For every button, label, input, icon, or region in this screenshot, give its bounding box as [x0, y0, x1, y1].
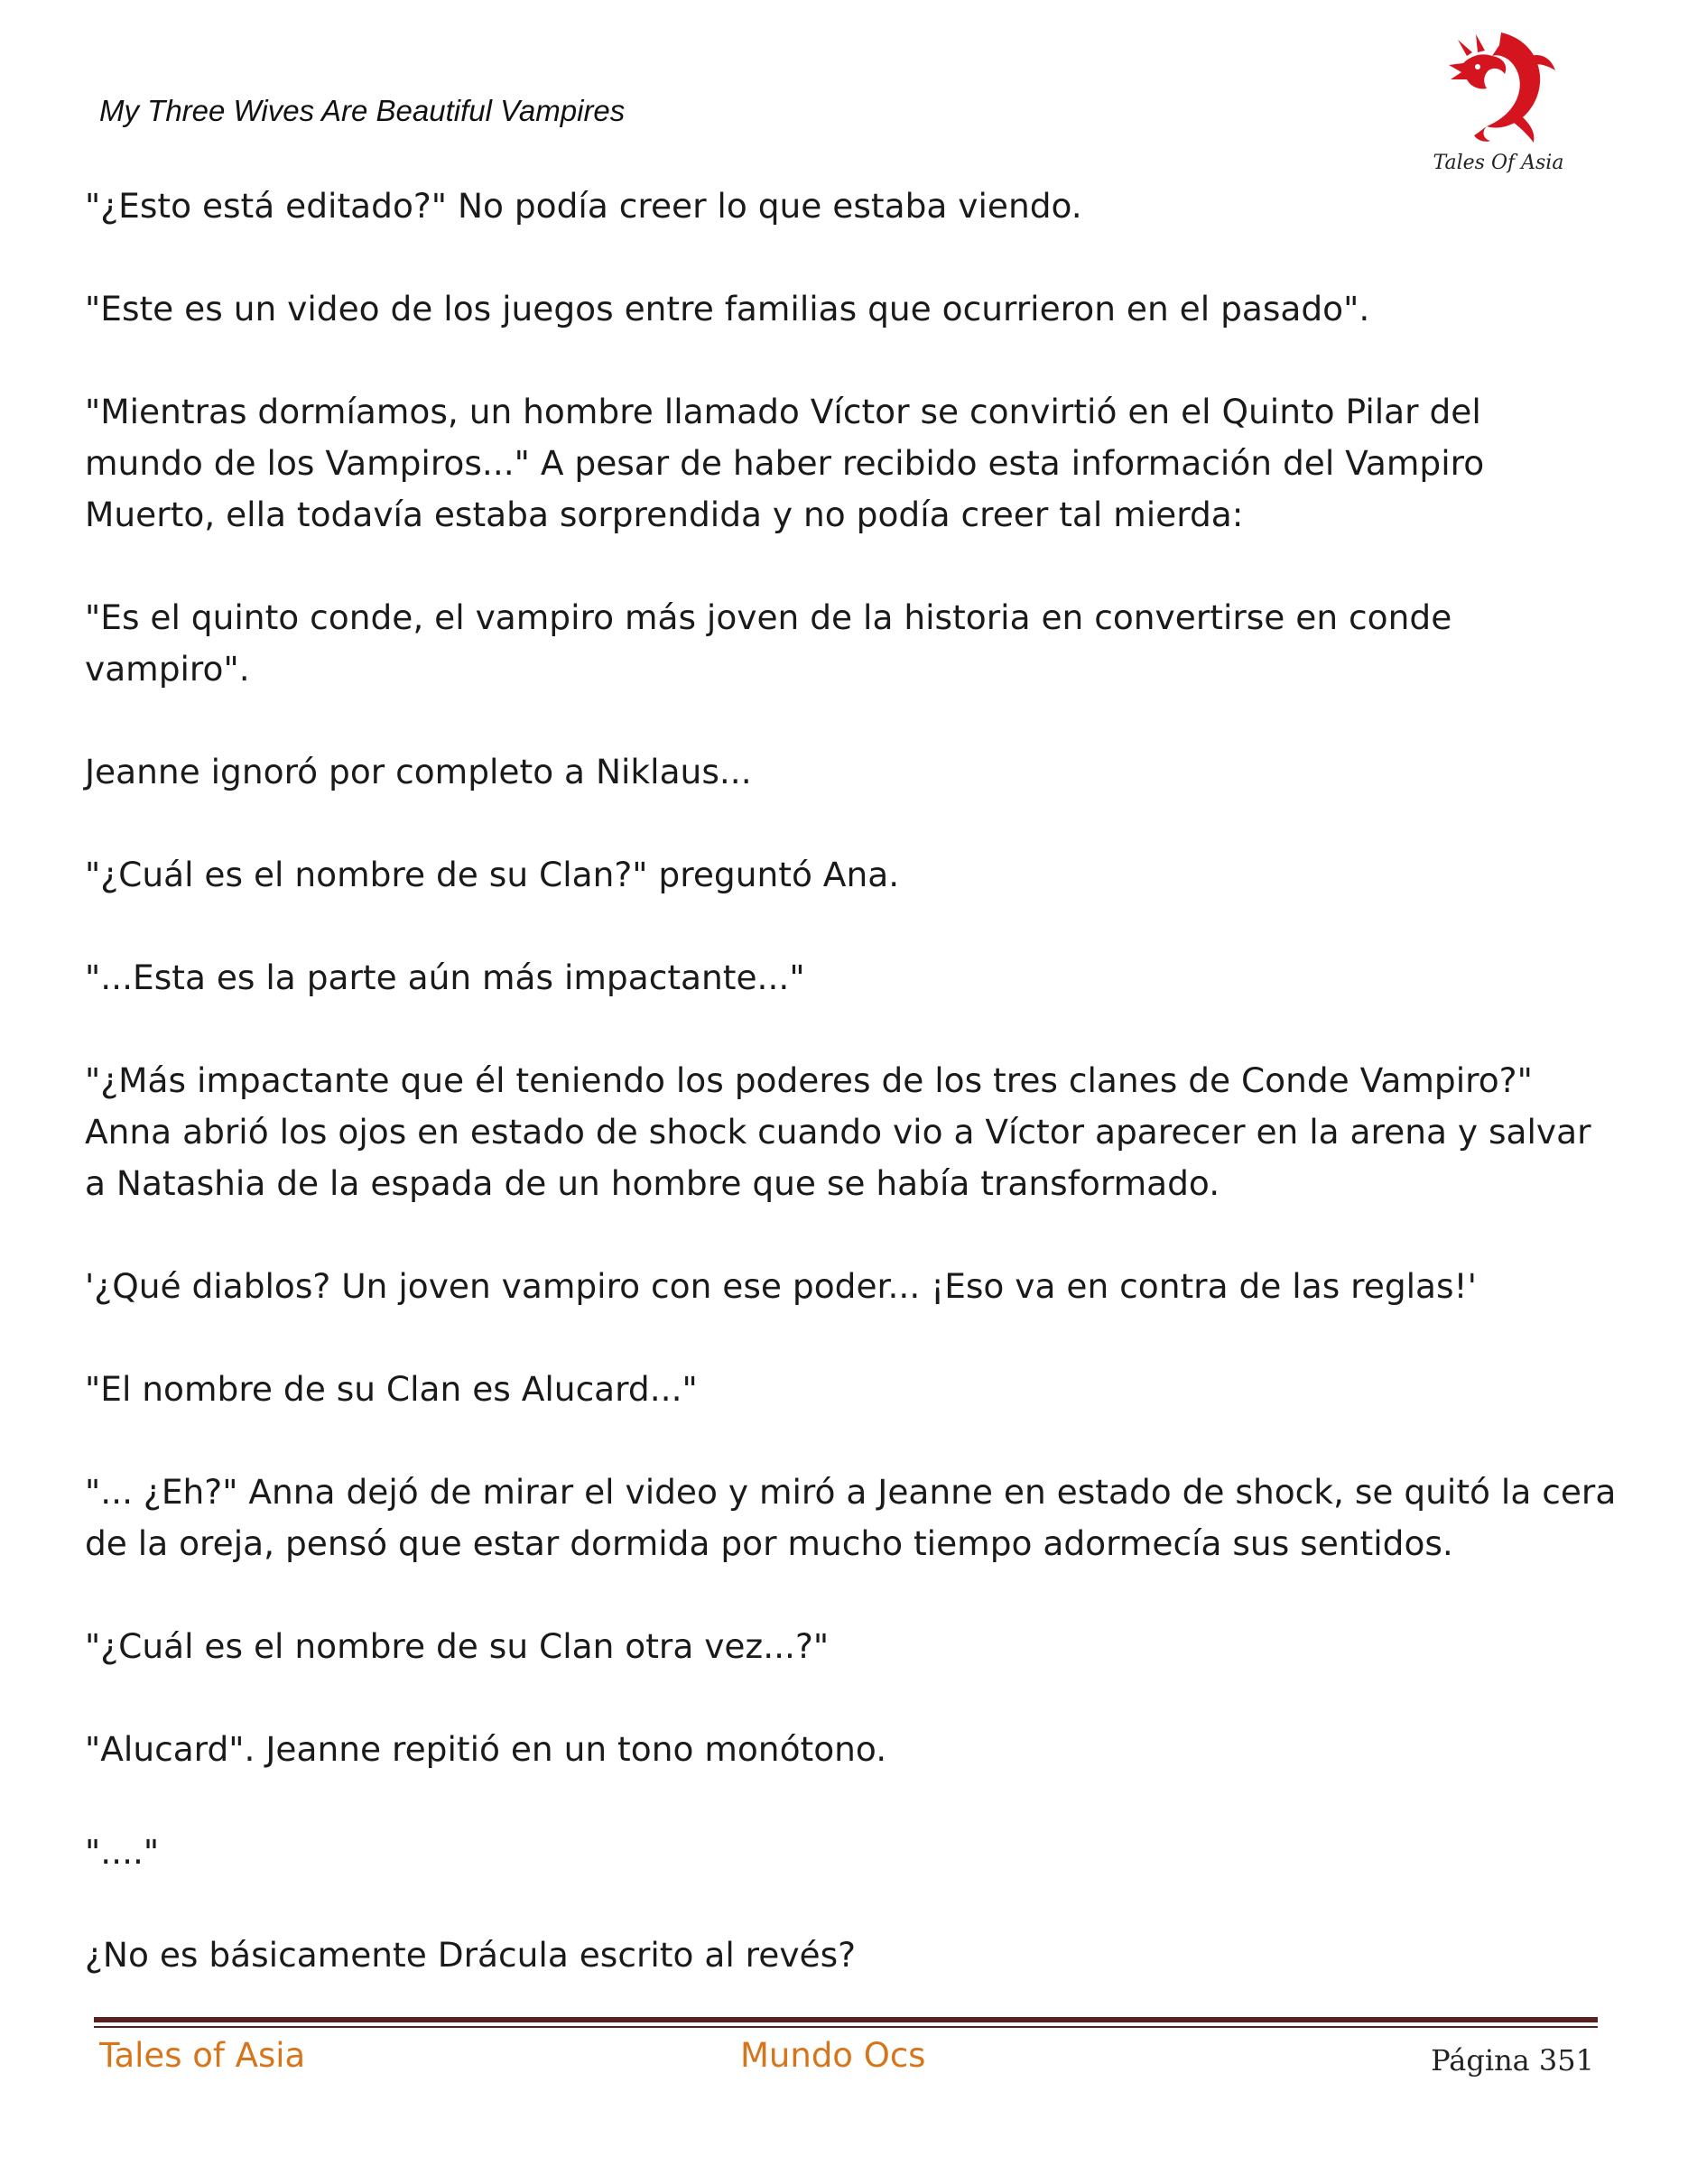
- paragraph: [85, 1724, 1619, 1775]
- footer-rule-thin: [94, 2026, 1598, 2028]
- text-line: "...Esta es la parte aún más impactante...": [85, 958, 805, 997]
- red-dragon-icon: [1431, 20, 1566, 155]
- page-number: Página 351: [1431, 2043, 1594, 2078]
- paragraph: [85, 180, 1619, 232]
- text-line: "Es el quinto conde, el vampiro más joven de la historia en convertirse en conde: [85, 597, 1452, 637]
- text-line: ¿No es básicamente Drácula escrito al revés?: [85, 1935, 857, 1975]
- paragraph: [85, 952, 1619, 1004]
- text-line: "¿Cuál es el nombre de su Clan?" preguntó Ana.: [85, 855, 900, 894]
- text-line: "....": [85, 1832, 160, 1872]
- paragraph: [85, 1261, 1619, 1312]
- chapter-body: [85, 180, 1619, 1981]
- text-line: "¿Esto está editado?" No podía creer lo que estaba viendo.: [85, 186, 1082, 226]
- text-line: "Mientras dormíamos, un hombre llamado Víctor se convirtió en el Quinto Pilar del: [85, 392, 1481, 431]
- paragraph: [85, 1055, 1619, 1209]
- paragraph: [85, 1930, 1619, 1981]
- text-line: "¿Cuál es el nombre de su Clan otra vez...?": [85, 1626, 830, 1666]
- tales-of-asia-logo: [1431, 20, 1566, 182]
- book-title: My Three Wives Are Beautiful Vampires: [99, 94, 626, 127]
- text-line: Anna abrió los ojos en estado de shock cuando vio a Víctor aparecer en la arena y salvar: [85, 1112, 1591, 1152]
- paragraph: [85, 849, 1619, 901]
- paragraph: [85, 1621, 1619, 1672]
- text-line: mundo de los Vampiros..." A pesar de haber recibido esta información del Vampiro: [85, 443, 1485, 483]
- text-line: a Natashia de la espada de un hombre que se había transformado.: [85, 1163, 1220, 1203]
- text-line: "Este es un video de los juegos entre familias que ocurrieron en el pasado".: [85, 289, 1370, 329]
- text-line: de la oreja, pensó que estar dormida por mucho tiempo adormecía sus sentidos.: [85, 1523, 1453, 1563]
- text-line: "El nombre de su Clan es Alucard...": [85, 1369, 698, 1409]
- footer-site-name: Tales of Asia: [99, 2036, 306, 2075]
- text-line: "... ¿Eh?" Anna dejó de mirar el video y miró a Jeanne en estado de shock, se quitó la cera: [85, 1472, 1617, 1512]
- logo-caption: Tales Of Asia: [1433, 152, 1564, 174]
- text-line: "Alucard". Jeanne repitió en un tono monótono.: [85, 1729, 887, 1769]
- text-line: Muerto, ella todavía estaba sorprendida y no podía creer tal mierda:: [85, 495, 1244, 534]
- paragraph: [85, 1467, 1619, 1569]
- paragraph: [85, 746, 1619, 798]
- text-line: vampiro".: [85, 649, 250, 689]
- text-line: "¿Más impactante que él teniendo los poderes de los tres clanes de Conde Vampiro?": [85, 1060, 1533, 1100]
- paragraph: [85, 386, 1619, 541]
- text-line: Jeanne ignoró por completo a Niklaus...: [85, 752, 752, 791]
- paragraph: [85, 283, 1619, 335]
- paragraph: [85, 592, 1619, 695]
- paragraph: [85, 1827, 1619, 1878]
- footer-rule: [94, 2017, 1598, 2022]
- text-line: '¿Qué diablos? Un joven vampiro con ese poder... ¡Eso va en contra de las reglas!': [85, 1266, 1477, 1306]
- footer-section-name: Mundo Ocs: [740, 2036, 926, 2075]
- paragraph: [85, 1364, 1619, 1415]
